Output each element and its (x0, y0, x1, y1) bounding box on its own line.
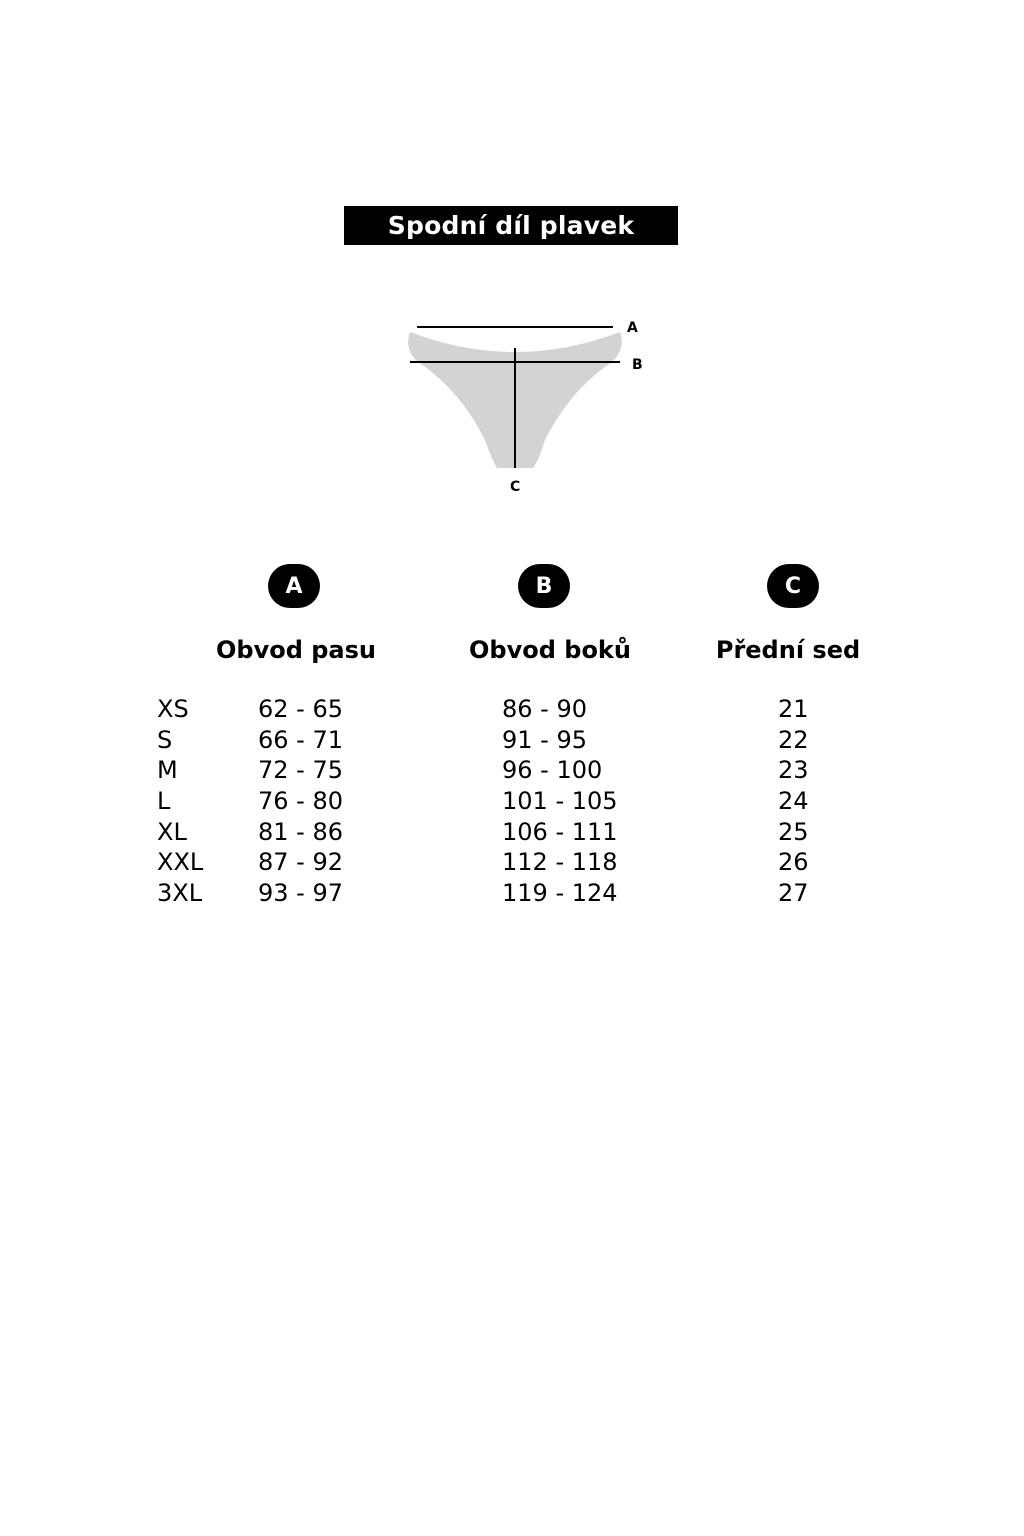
column-badge-b: B (518, 564, 570, 608)
size-label: XXL (157, 848, 204, 877)
column-header-front-rise: Přední sed (715, 636, 861, 664)
size-table (0, 694, 1024, 909)
table-row (0, 786, 1024, 817)
hips-value: 112 - 118 (502, 848, 618, 877)
waist-value: 93 - 97 (258, 879, 343, 908)
measure-label-c: C (510, 479, 521, 495)
hips-value: 101 - 105 (502, 787, 618, 816)
front-rise-value: 26 (778, 848, 809, 877)
size-label: XS (157, 695, 189, 723)
table-row (0, 847, 1024, 878)
column-badge-a: A (268, 564, 320, 608)
front-rise-value: 21 (778, 695, 809, 723)
size-label: M (157, 756, 178, 785)
front-rise-value: 25 (778, 817, 809, 846)
waist-value: 72 - 75 (258, 756, 343, 785)
size-label: 3XL (157, 879, 203, 908)
front-rise-value: 23 (778, 756, 809, 785)
swimwear-bottom-diagram (400, 310, 650, 505)
front-rise-value: 22 (778, 725, 809, 754)
hips-value: 106 - 111 (502, 817, 618, 846)
hips-value: 119 - 124 (502, 879, 618, 908)
waist-value: 81 - 86 (258, 817, 343, 846)
table-row (0, 725, 1024, 756)
table-row (0, 755, 1024, 786)
measure-label-b: B (632, 357, 643, 373)
column-header-waist: Obvod pasu (216, 636, 376, 664)
table-row (0, 817, 1024, 848)
column-badge-c: C (767, 564, 819, 608)
size-label: S (157, 725, 173, 754)
hips-value: 91 - 95 (502, 725, 587, 754)
hips-value: 86 - 90 (502, 695, 587, 723)
measure-label-a: A (627, 320, 638, 336)
front-rise-value: 27 (778, 879, 809, 908)
front-rise-value: 24 (778, 787, 809, 816)
hips-value: 96 - 100 (502, 756, 603, 785)
waist-value: 66 - 71 (258, 725, 343, 754)
table-row (0, 694, 1024, 725)
waist-value: 87 - 92 (258, 848, 343, 877)
waist-value: 62 - 65 (258, 695, 343, 723)
column-header-hips: Obvod boků (469, 636, 631, 664)
page-title: Spodní díl plavek (344, 206, 678, 245)
size-label: XL (157, 817, 187, 846)
table-row (0, 878, 1024, 909)
size-label: L (157, 787, 171, 816)
waist-value: 76 - 80 (258, 787, 343, 816)
